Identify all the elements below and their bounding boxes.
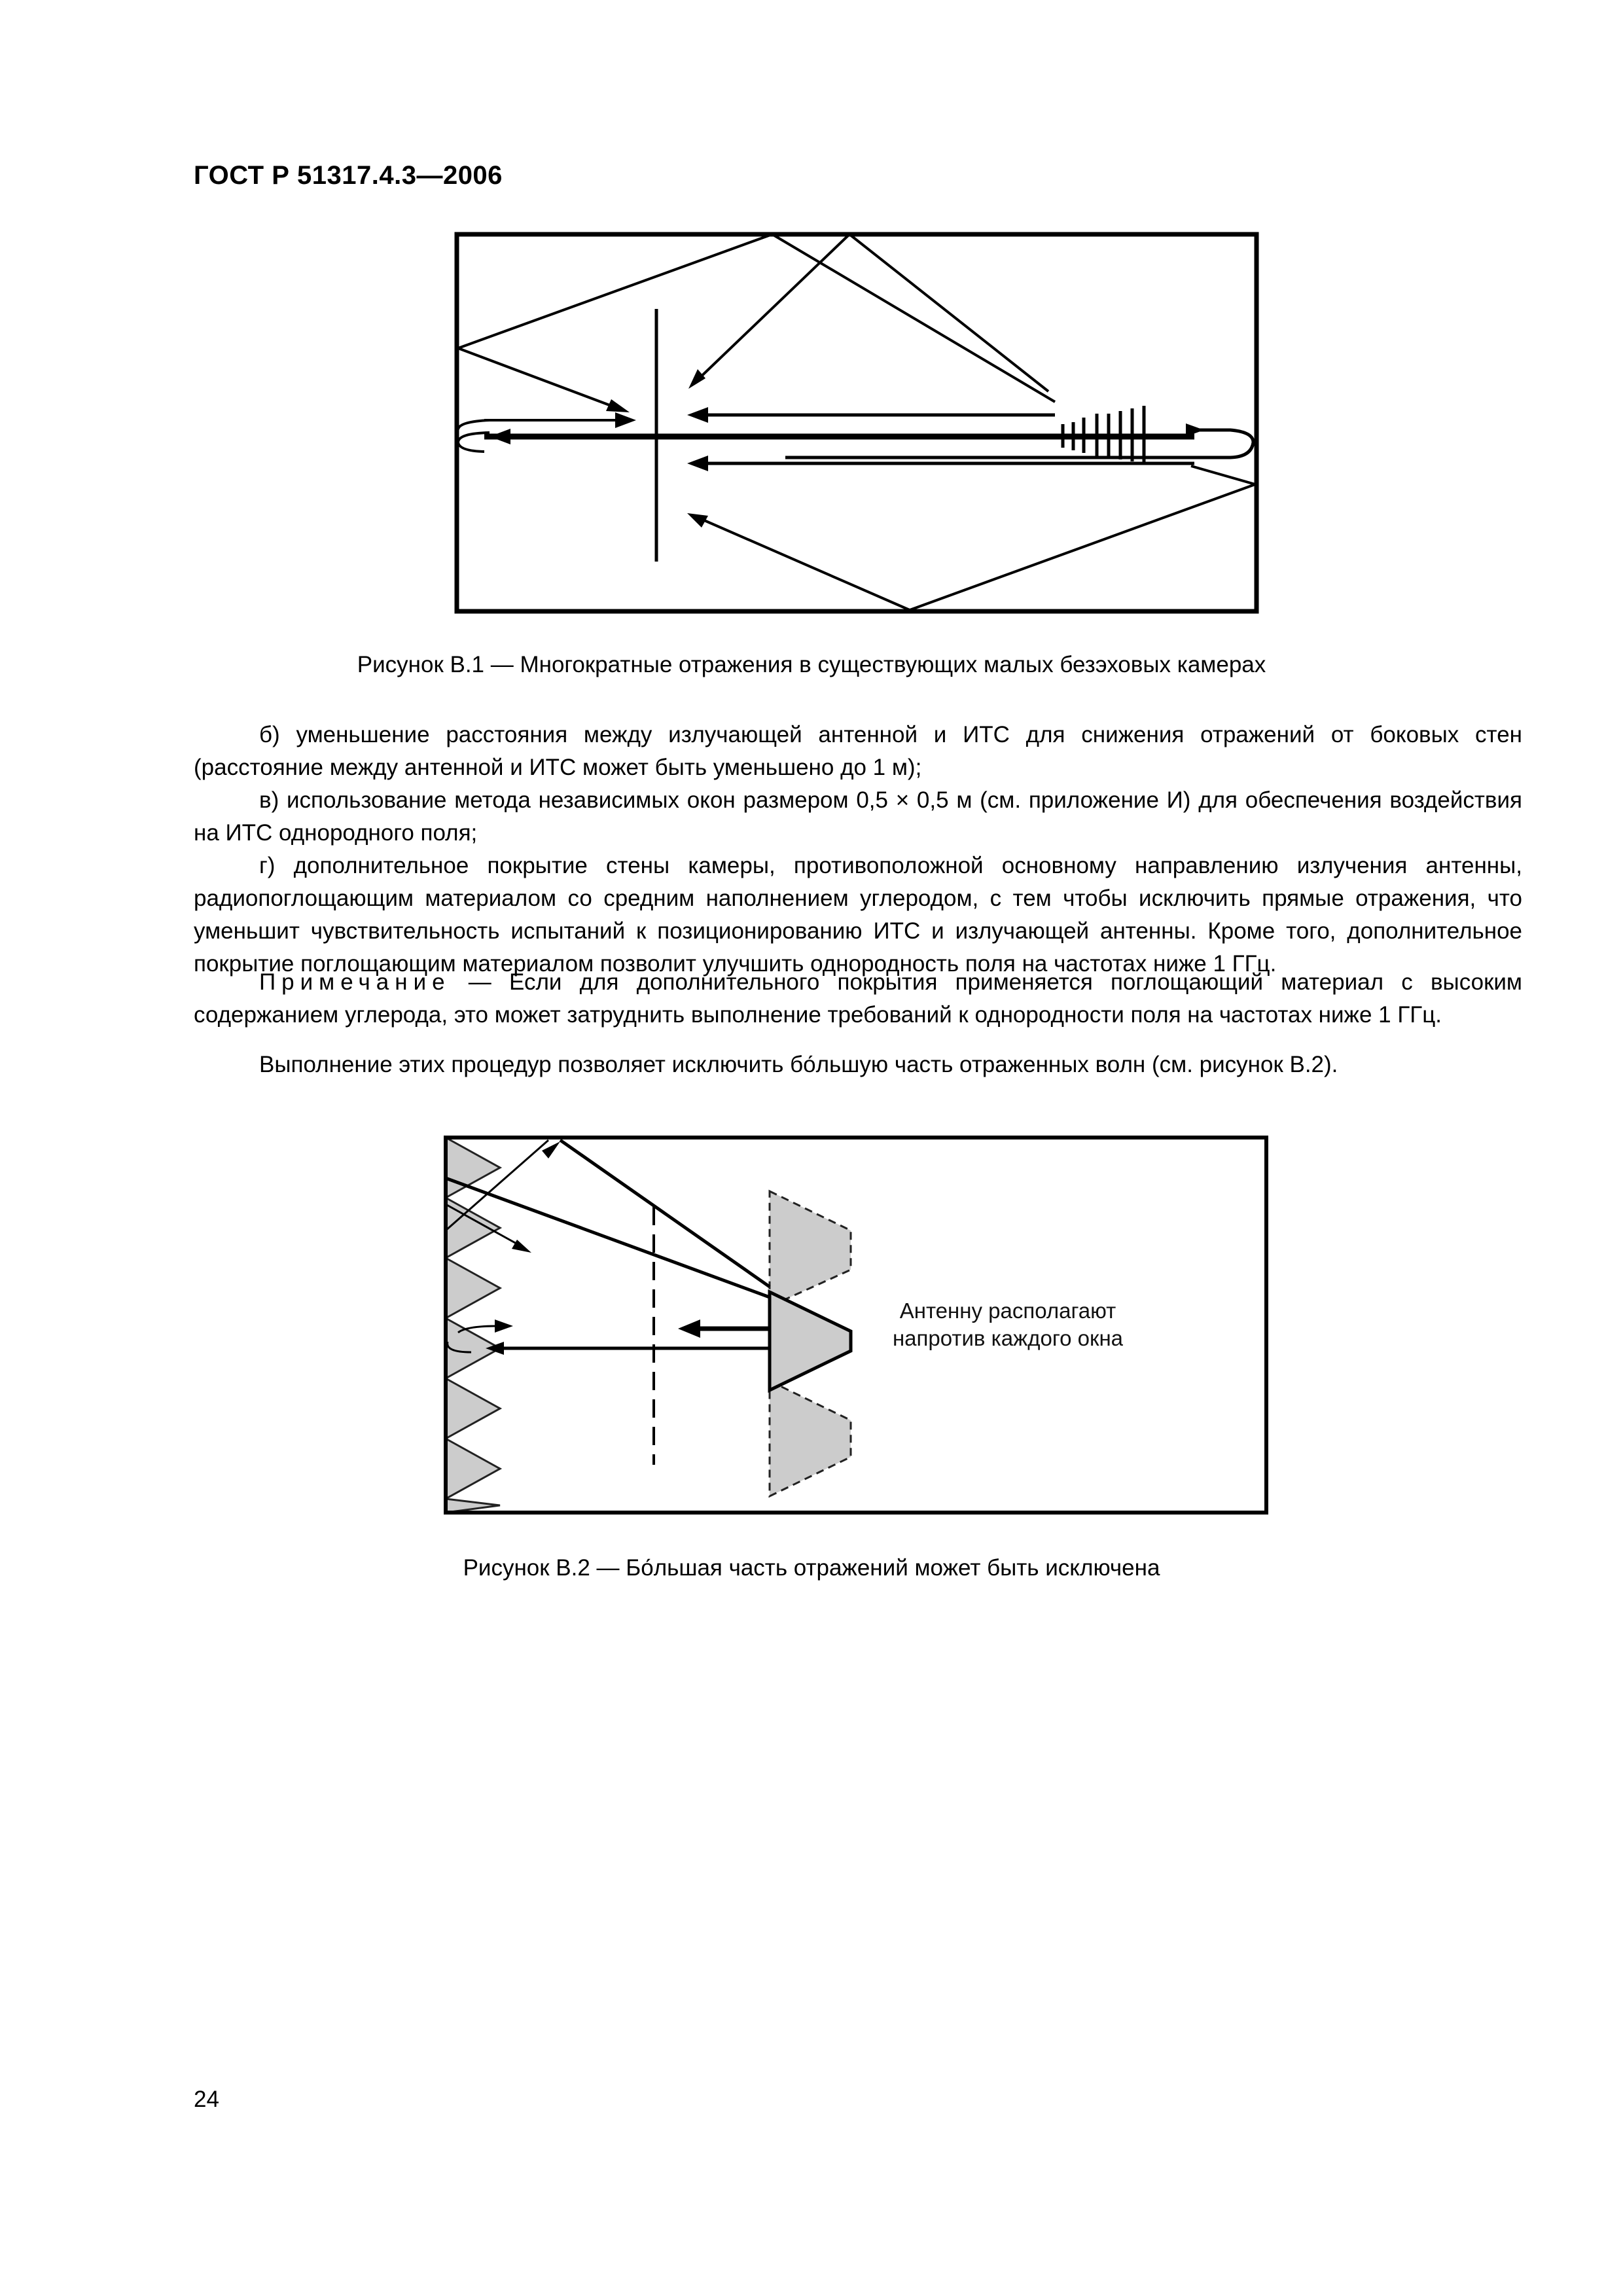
antenna-label-line2: напротив каждого окна — [892, 1326, 1124, 1350]
antenna-main — [770, 1292, 851, 1390]
figure-b2-antenna-label — [877, 1297, 1139, 1352]
list-item-b: б) уменьшение расстояния между излучающей антенной и ИТС для снижения отражений от боковых стен (расстояние между антенной и ИТС может быть уменьшено до 1 м); — [194, 722, 1522, 780]
figure-b1-diagram — [452, 229, 1263, 619]
document-header: ГОСТ Р 51317.4.3—2006 — [194, 161, 503, 190]
figure-b1-caption: Рисунок В.1 — Многократные отражения в существующих малых безэховых камерах — [357, 652, 1266, 677]
note-dash: — — [450, 969, 509, 995]
antenna-label-line1: Антенну располагают — [899, 1299, 1116, 1323]
list-items — [194, 719, 1522, 980]
procedure-text: Выполнение этих процедур позволяет исключить бо́льшую часть отраженных волн (см. рисунок В.2). — [259, 1052, 1338, 1077]
note-block — [194, 966, 1522, 1031]
chamber-wall — [457, 234, 1257, 611]
note-label: Примечание — [259, 969, 451, 995]
procedure-paragraph — [194, 1049, 1522, 1081]
figure-b2-diagram — [438, 1129, 1276, 1522]
note-text: Если для дополнительного покрытия применяется поглощающий материал с высоким содержанием углерода, это может затруднить выполнение требований к однородности поля на частотах ниже 1 ГГц. — [194, 969, 1522, 1028]
list-item-v: в) использование метода независимых окон размером 0,5 × 0,5 м (см. приложение И) для обеспечения воздействия на ИТС однородного поля; — [194, 787, 1522, 846]
chamber-wall — [446, 1138, 1266, 1513]
page-number: 24 — [194, 2087, 219, 2112]
list-item-g: г) дополнительное покрытие стены камеры, противоположной основному направлению излучения антенны, радиопоглощающим материалом со средним наполнением углеродом, с тем чтобы исключить прямые отражения, что уменьшит чувствительность испытаний к позиционированию ИТС и излучающей антенны. Кроме того, дополнительное покрытие поглощающим материалом позволит улучшить однородность поля на частотах ниже 1 ГГц. — [194, 853, 1522, 977]
antenna-position-upper — [770, 1191, 851, 1306]
figure-b2-caption: Рисунок В.2 — Бо́льшая часть отражений может быть исключена — [463, 1555, 1160, 1581]
antenna-position-lower — [770, 1381, 851, 1496]
